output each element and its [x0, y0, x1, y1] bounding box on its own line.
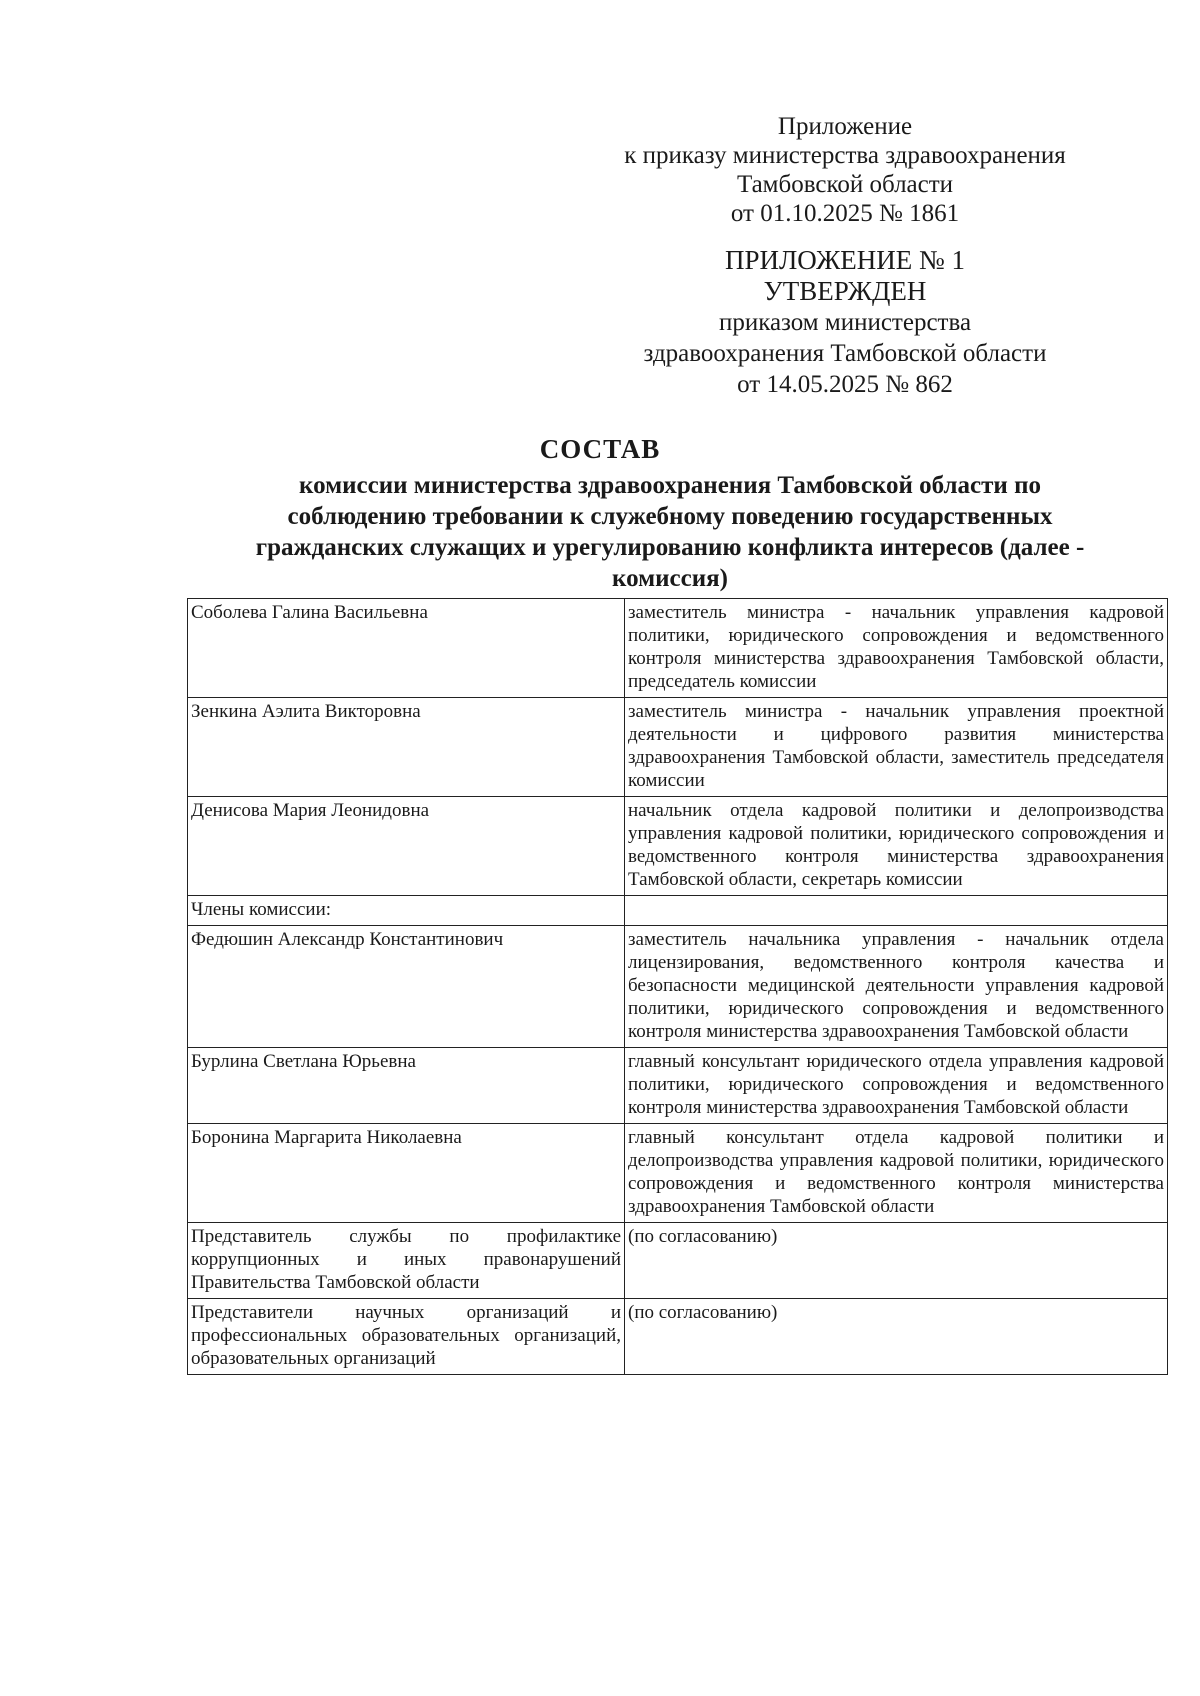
member-role: главный консультант отдела кадровой политики и делопроизводства управления кадровой политики, юридического сопровождения и ведомственного контроля министерства здравоохранения Тамбовской области [625, 1124, 1168, 1223]
member-role: главный консультант юридического отдела управления кадровой политики, юридического сопровождения и ведомственного контроля министерства здравоохранения Тамбовской области [625, 1048, 1168, 1124]
appendix-header-line: к приказу министерства здравоохранения [624, 142, 1066, 169]
approval-header-line: УТВЕРЖДЕН [763, 276, 927, 306]
member-role: (по согласованию) [625, 1299, 1168, 1375]
member-name: Представитель службы по профилактике коррупционных и иных правонарушений Правительства Тамбовской области [188, 1223, 625, 1299]
member-role: начальник отдела кадровой политики и делопроизводства управления кадровой политики, юридического сопровождения и ведомственного контроля министерства здравоохранения Тамбовской области, секретарь комиссии [625, 797, 1168, 896]
appendix-header-line: от 01.10.2025 № 1861 [730, 200, 960, 227]
approval-header-line: от 14.05.2025 № 862 [737, 371, 953, 398]
table-row [188, 797, 1168, 896]
member-name: Зенкина Аэлита Викторовна [188, 698, 625, 797]
approval-header-line: приказом министерства [718, 309, 972, 336]
member-name: Денисова Мария Леонидовна [188, 797, 625, 896]
member-role: (по согласованию) [625, 1223, 1168, 1299]
appendix-header-line: Тамбовской области [736, 171, 954, 198]
member-name: Федюшин Александр Константинович [188, 926, 625, 1048]
subtitle-line: соблюдению требовании к служебному поведению государственных [287, 503, 1053, 530]
approval-header-line: здравоохранения Тамбовской области [643, 340, 1047, 367]
members-section-label: Члены комиссии: [188, 896, 625, 926]
table-row [188, 926, 1168, 1048]
subtitle-line: гражданских служащих и урегулированию конфликта интересов (далее - [255, 534, 1085, 561]
member-name: Представители научных организаций и профессиональных образовательных организаций, образовательных организаций [188, 1299, 625, 1375]
table-row [188, 896, 1168, 926]
subtitle-line: комиссия) [612, 565, 728, 592]
document-subtitle [190, 470, 1150, 594]
member-role: заместитель начальника управления - начальник отдела лицензирования, ведомственного контроля качества и безопасности медицинской деятельности управления кадровой политики, юридического сопровождения и ведомственного контроля министерства здравоохранения Тамбовской области [625, 926, 1168, 1048]
appendix-header [540, 112, 1150, 228]
members-table [187, 598, 1168, 1375]
subtitle-line: комиссии министерства здравоохранения Тамбовской области по [299, 472, 1041, 499]
table-row [188, 599, 1168, 698]
table-row [188, 1124, 1168, 1223]
appendix-header-line: Приложение [777, 113, 913, 140]
member-role: заместитель министра - начальник управления кадровой политики, юридического сопровождения и ведомственного контроля министерства здравоохранения Тамбовской области, председатель комиссии [625, 599, 1168, 698]
table-row [188, 1048, 1168, 1124]
member-role [625, 896, 1168, 926]
table-row [188, 698, 1168, 797]
member-role: заместитель министра - начальник управления проектной деятельности и цифрового развития министерства здравоохранения Тамбовской области, заместитель председателя комиссии [625, 698, 1168, 797]
table-row [188, 1223, 1168, 1299]
document-title: СОСТАВ [539, 434, 661, 464]
table-row [188, 1299, 1168, 1375]
approval-header-line: ПРИЛОЖЕНИЕ № 1 [724, 245, 966, 275]
approval-header [540, 245, 1150, 400]
member-name: Боронина Маргарита Николаевна [188, 1124, 625, 1223]
member-name: Соболева Галина Васильевна [188, 599, 625, 698]
member-name: Бурлина Светлана Юрьевна [188, 1048, 625, 1124]
